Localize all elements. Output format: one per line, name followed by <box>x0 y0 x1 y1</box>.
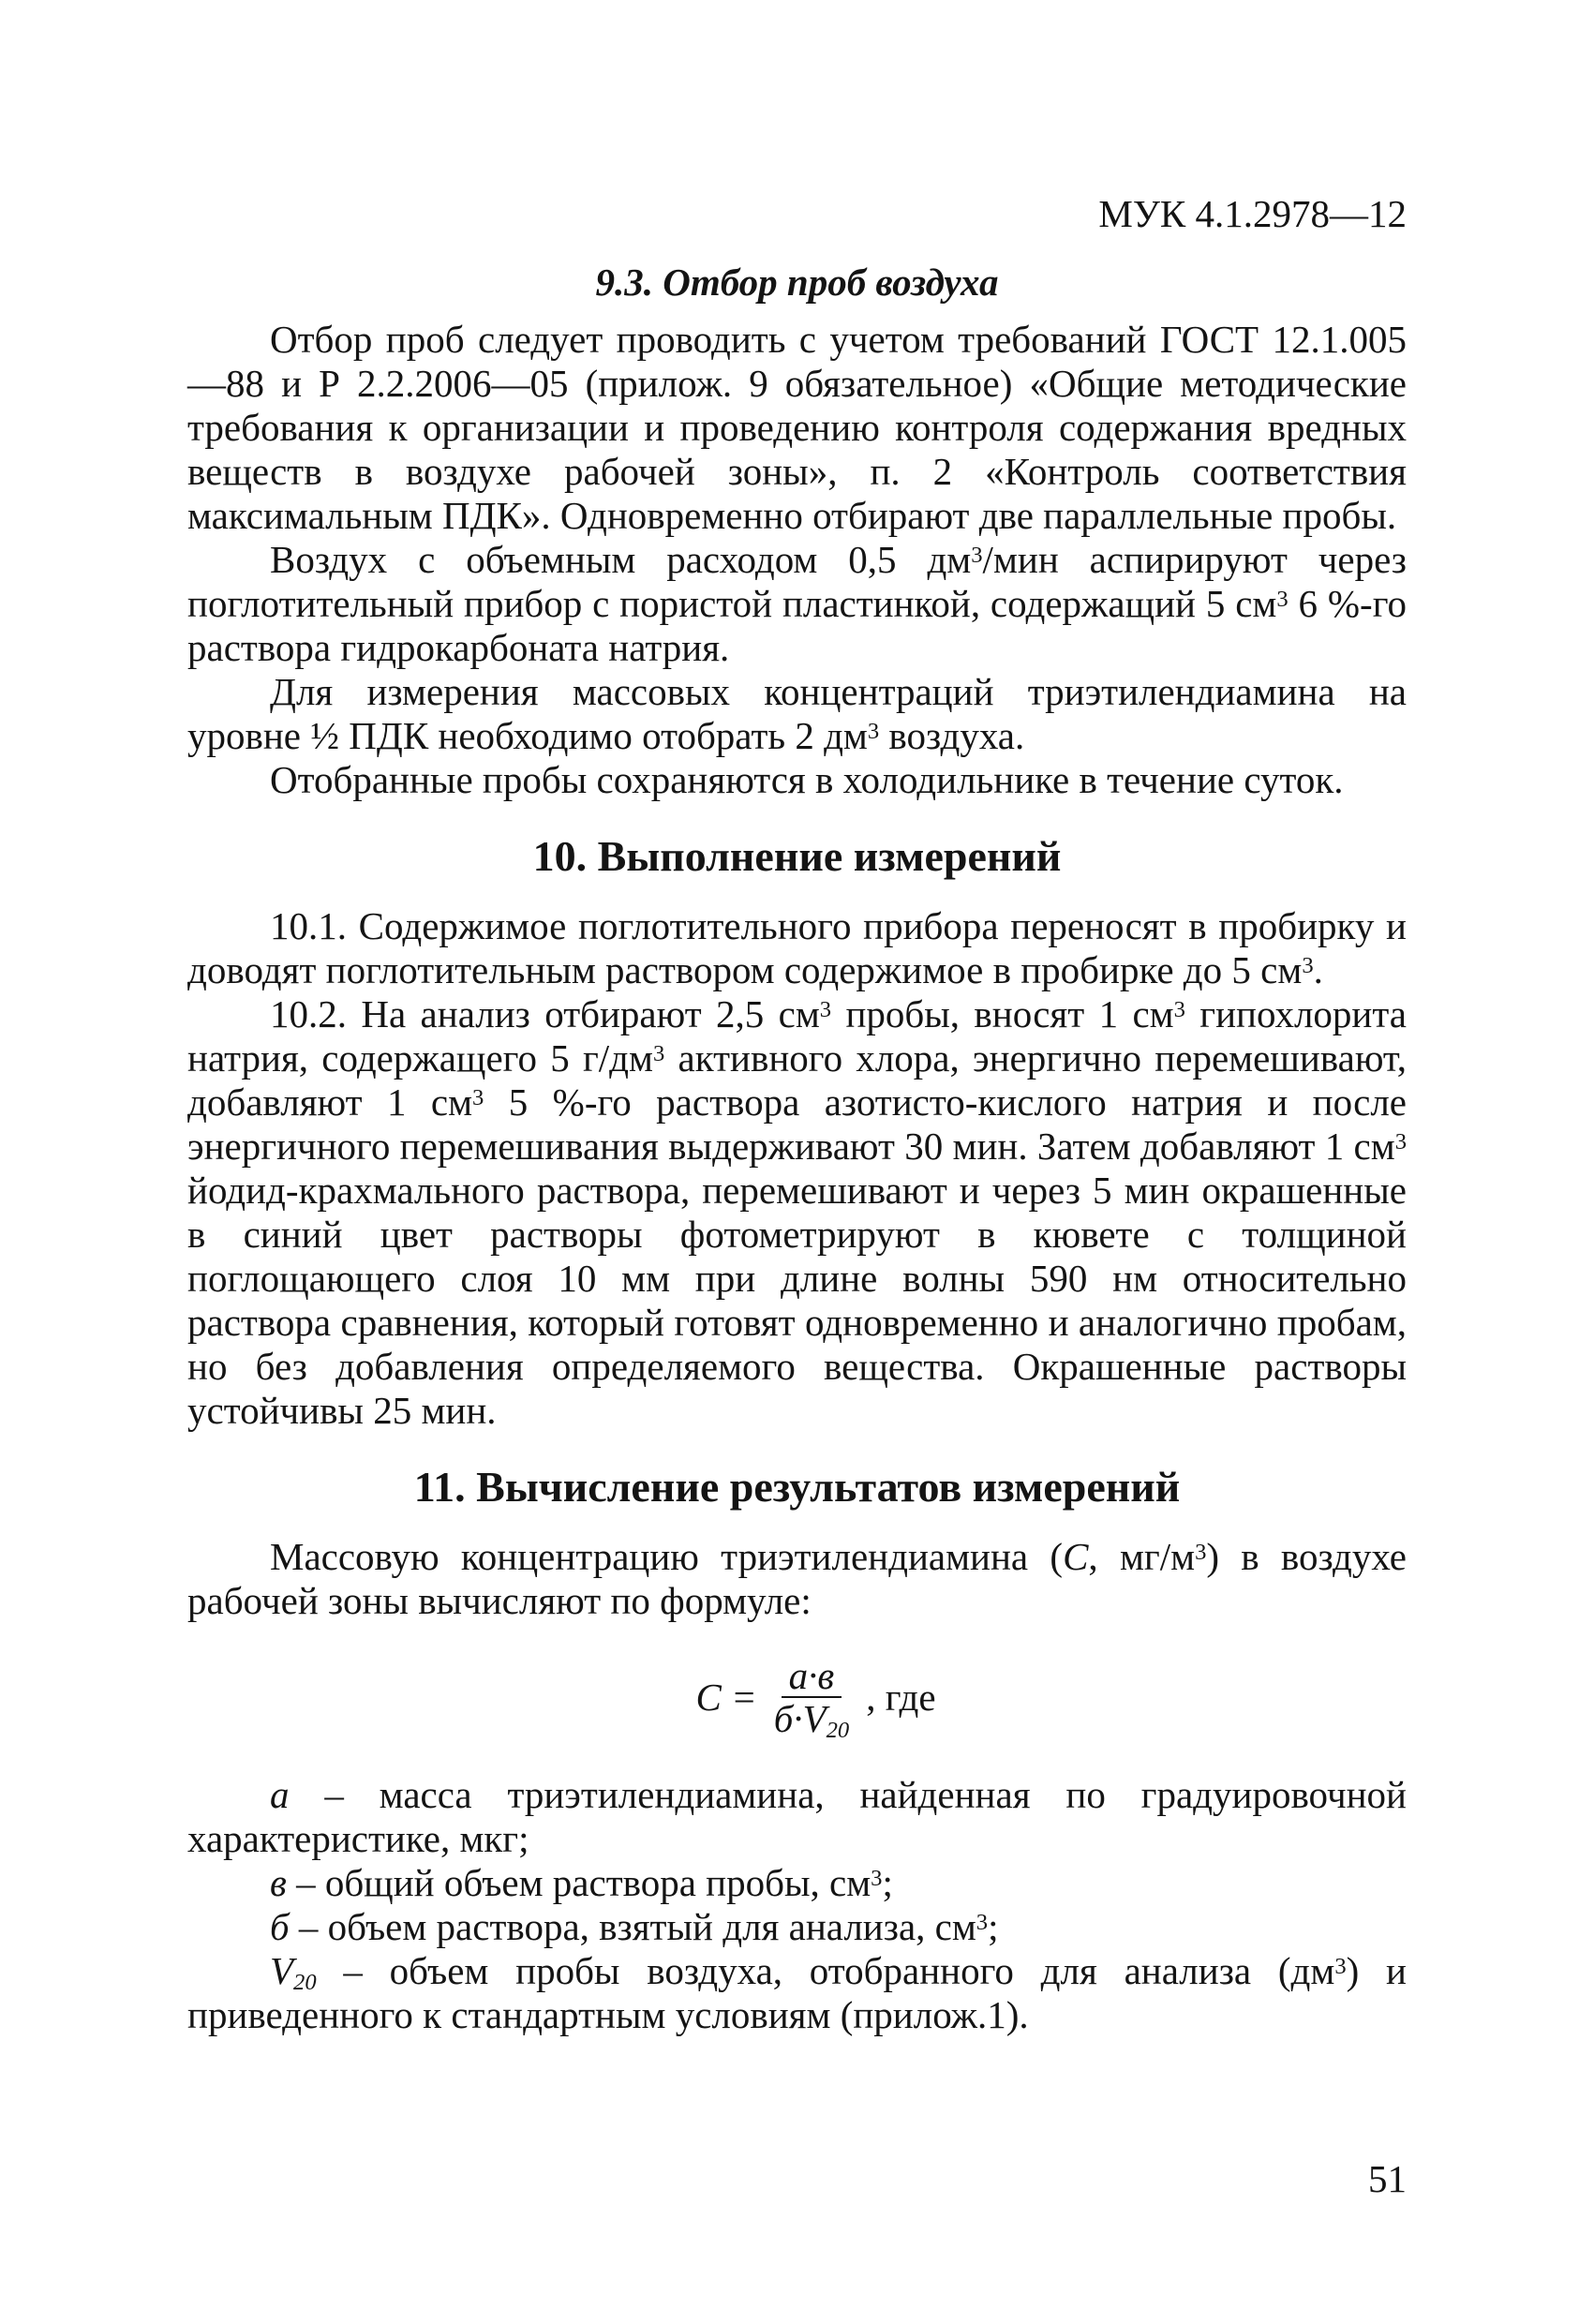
section-9-3-paragraph-4: Отобранные пробы сохраняются в холодильнике в течение суток. <box>270 758 1344 801</box>
section-10-title: 10. Выполнение измерений <box>532 832 1062 880</box>
section-11-intro: Массовую концентрацию триэтилендиамина (С, $мг/м^3$) в воздухе рабочей зоны вычисляют по формуле: <box>187 1535 1407 1622</box>
section-10-paragraph-1: 10.1. Содержимое поглотительного прибора переносят в пробирку и доводят поглотительным раствором содержимое в пробирке до 5 $см^3$. <box>187 904 1407 991</box>
section-10-paragraph-2: 10.2. На анализ отбирают 2,5 $см^3$ пробы, вносят 1 $см^3$ гипохлорита натрия, содержащего 5 $г/дм^3$ активного хлора, энергично перемешивают, добавляют 1 $см^3$ 5 %-го раствора азотисто-кислого натрия и после энергичного перемешивания выдерживают 30 мин. Затем добавляют 1 $см^3$ йодид-крахмального раствора, перемешивают и через 5 мин окрашенные в синий цвет растворы фотометрируют в кювете с толщиной поглощающего слоя 10 мм при длине волны 590 нм относительно раствора сравнения, который готовят одновременно и аналогично пробам, но без добавления определяемого вещества. Окрашенные растворы устойчивы 25 мин. <box>187 992 1407 1432</box>
section-9-3-paragraph-3: Для измерения массовых концентраций триэтилендиамина на уровне ½ ПДК необходимо отобрать 2 $дм^3$ воздуха. <box>187 670 1407 757</box>
formula-numerator: а·в <box>782 1655 842 1698</box>
section-11-title: 11. Вычисление результатов измерений <box>413 1463 1181 1511</box>
formula-lhs: С = <box>695 1675 757 1719</box>
section-9-3-paragraph-1: Отбор проб следует проводить с учетом требований ГОСТ 12.1.005—88 и Р 2.2.2006—05 (прилож. 9 обязательное) «Общие методические требования к организации и проведению контроля содержания вредных веществ в воздухе рабочей зоны», п. 2 «Контроль соответствия максимальным ПДК». Одновременно отбирают две параллельные пробы. <box>187 318 1407 537</box>
page-number: 51 <box>1368 2157 1407 2200</box>
formula-denominator: $б\cdot V_{20}$ <box>773 1697 850 1744</box>
definition-b: б – объем раствора, взятый для анализа, $см^3$; <box>270 1905 999 1948</box>
definition-v: в – общий объем раствора пробы, $см^3$; <box>270 1861 893 1904</box>
formula-fraction <box>767 1654 857 1744</box>
concentration-formula <box>187 1654 1407 1744</box>
section-9-3-title: 9.3. Отбор проб воздуха <box>595 261 999 304</box>
document-code: МУК 4.1.2978—12 <box>1098 192 1407 235</box>
section-9-3-paragraph-2: Воздух с объемным расходом 0,5 $дм^3$/мин аспирируют через поглотительный прибор с пористой пластинкой, содержащий 5 $см^3$ 6 %-го раствора гидрокарбоната натрия. <box>187 538 1407 669</box>
formula-tail: , где <box>866 1675 936 1719</box>
definition-a: а – масса триэтилендиамина, найденная по градуировочной характеристике, мкг; <box>187 1773 1407 1860</box>
definition-v20: $V_{20}$ – объем пробы воздуха, отобранного для анализа $(дм^3)$ и приведенного к стандартным условиям (прилож.1). <box>187 1949 1407 2036</box>
